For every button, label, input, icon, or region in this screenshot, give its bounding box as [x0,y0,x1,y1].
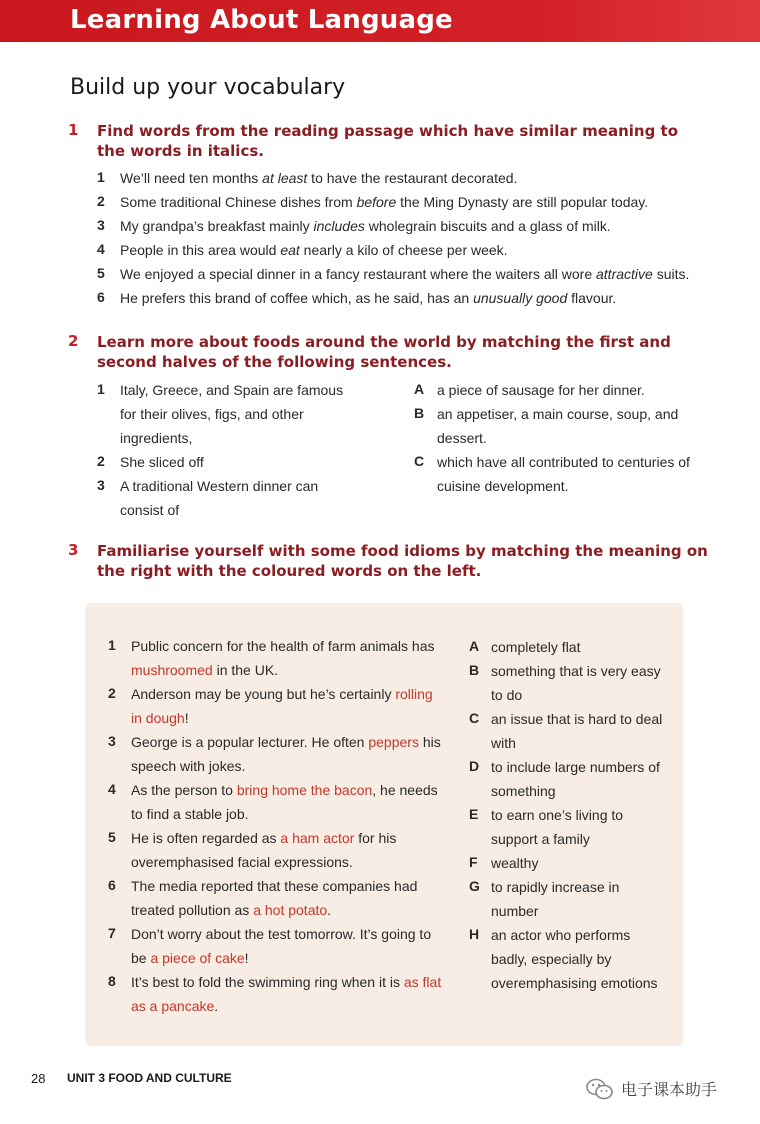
sentence-half: a piece of sausage for her dinner. [437,382,645,398]
sentence-half: Italy, Greece, and Spain are famous [120,382,344,398]
unit-title: UNIT 3 FOOD AND CULTURE [67,1071,232,1085]
item-letter: F [469,854,478,870]
exercise-1-heading [68,121,708,161]
idiom-phrase: in dough [131,710,185,726]
watermark [585,1075,735,1105]
italic-word: includes [313,218,365,234]
exercise-3-heading [68,541,708,581]
item-letter: C [469,710,480,726]
item-number: 2 [97,453,105,469]
item-number: 6 [108,877,116,893]
list-item: My grandpa’s breakfast mainly includes wholegrain biscuits and a glass of milk. [120,218,611,234]
sentence-half: She sliced off [120,454,204,470]
item-letter: A [414,381,425,397]
item-letter: A [469,638,480,654]
italic-word: at least [262,170,308,186]
exercise-2-instruction: Learn more about foods around the world by matching the first and second halves of the following sentences. [97,333,671,371]
italic-word: eat [280,242,300,258]
item-number: 3 [97,217,105,233]
idiom-meaning: an actor who performs [491,927,631,943]
idiom-meaning: to include large numbers of [491,759,660,775]
list-item: We enjoyed a special dinner in a fancy restaurant where the waiters all wore attractive suits. [120,266,690,282]
idiom-meaning: to do [491,687,523,703]
italic-word: unusually good [473,290,568,306]
idiom-sentence-line: mushroomed in the UK. [131,662,279,678]
idiom-phrase: as a pancake [131,998,215,1014]
list-item: He prefers this brand of coffee which, as he said, has an unusually good flavour. [120,290,617,306]
idiom-meaning: completely flat [491,639,581,655]
item-letter: D [469,758,480,774]
idiom-sentence-line: The media reported that these companies had [131,878,418,894]
idiom-sentence-line: Anderson may be young but he’s certainly rolling [131,686,433,702]
idiom-phrase: rolling [395,686,433,702]
sentence-half: consist of [120,502,180,518]
sentence-half: cuisine development. [437,478,569,494]
item-number: 5 [97,265,105,281]
idiom-meaning: number [491,903,539,919]
idiom-sentence-line: Don’t worry about the test tomorrow. It’s going to [131,926,432,942]
item-number: 2 [97,193,105,209]
idiom-sentence-line: as a pancake. [131,998,219,1014]
idiom-meaning: support a family [491,831,590,847]
item-number: 8 [108,973,116,989]
italic-word: attractive [596,266,653,282]
idiom-phrase: as flat [403,974,442,990]
item-number: 5 [108,829,116,845]
item-number: 3 [97,477,105,493]
item-number: 1 [108,637,116,653]
item-number: 3 [108,733,116,749]
idiom-sentence-line: to find a stable job. [131,806,249,822]
idiom-meaning: to earn one’s living to [491,807,624,823]
item-letter: E [469,806,479,822]
item-number: 1 [97,381,105,397]
item-number: 6 [97,289,105,305]
item-number: 4 [108,781,116,797]
idiom-meaning: badly, especially by [491,951,612,967]
item-number: 2 [108,685,116,701]
idiom-sentence-line: overemphasised facial expressions. [131,854,353,870]
item-letter: G [469,878,480,894]
idiom-phrase: peppers [368,734,419,750]
idiom-meaning: wealthy [491,855,539,871]
idiom-phrase: a piece of cake [150,950,245,966]
wechat-icon [585,1077,615,1101]
item-number: 7 [108,925,116,941]
watermark-text: 电子课本助手 [621,1080,718,1099]
idiom-meaning: with [491,735,516,751]
idiom-sentence-line: be a piece of cake! [131,950,249,966]
idiom-phrase: bring home the bacon [236,782,373,798]
idiom-meaning: overemphasising emotions [491,975,658,991]
idiom-phrase: a hot potato [253,902,328,918]
idiom-sentence-line: He is often regarded as a ham actor for his [131,830,397,846]
list-item: We’ll need ten months at least to have the restaurant decorated. [120,170,518,186]
idiom-sentence-line: George is a popular lecturer. He often peppers his [131,734,441,750]
exercise-3-instruction: Familiarise yourself with some food idioms by matching the meaning on the right with the coloured words on the left. [97,542,708,580]
sentence-half: which have all contributed to centuries of [437,454,690,470]
sentence-half: dessert. [437,430,487,446]
item-number: 1 [97,169,105,185]
idiom-sentence-line: speech with jokes. [131,758,246,774]
item-letter: B [414,405,425,421]
sentence-half: an appetiser, a main course, soup, and [437,406,679,422]
idiom-meaning: to rapidly increase in [491,879,620,895]
exercise-1-instruction: Find words from the reading passage which have similar meaning to the words in italics. [97,122,679,160]
idiom-meaning: something [491,783,556,799]
item-letter: H [469,926,480,942]
idiom-phrase: a ham actor [280,830,355,846]
banner-title: Learning About Language [70,5,453,35]
exercise-3-number: 3 [68,541,79,559]
item-letter: C [414,453,425,469]
idiom-sentence-line: As the person to bring home the bacon, he needs [131,782,438,798]
section-title: Build up your vocabulary [70,75,346,100]
list-item: Some traditional Chinese dishes from before the Ming Dynasty are still popular today. [120,194,649,210]
idiom-sentence-line: treated pollution as a hot potato. [131,902,332,918]
item-number: 4 [97,241,105,257]
sentence-half: for their olives, figs, and other [120,406,304,422]
idiom-phrase: mushroomed [131,662,213,678]
italic-word: before [356,194,397,210]
idiom-meaning: something that is very easy [491,663,661,679]
sentence-half: A traditional Western dinner can [120,478,319,494]
page-number: 28 [31,1071,46,1086]
sentence-half: ingredients, [120,430,193,446]
header-banner [0,0,760,42]
exercise-1-number: 1 [68,121,79,139]
exercise-2-number: 2 [68,332,79,350]
idiom-sentence-line: in dough! [131,710,189,726]
idiom-sentence-line: It’s best to fold the swimming ring when it is as flat [131,974,442,990]
exercise-2-heading [68,332,708,372]
idiom-meaning: an issue that is hard to deal [491,711,663,727]
idiom-sentence-line: Public concern for the health of farm animals has [131,638,435,654]
item-letter: B [469,662,480,678]
list-item: People in this area would eat nearly a kilo of cheese per week. [120,242,508,258]
